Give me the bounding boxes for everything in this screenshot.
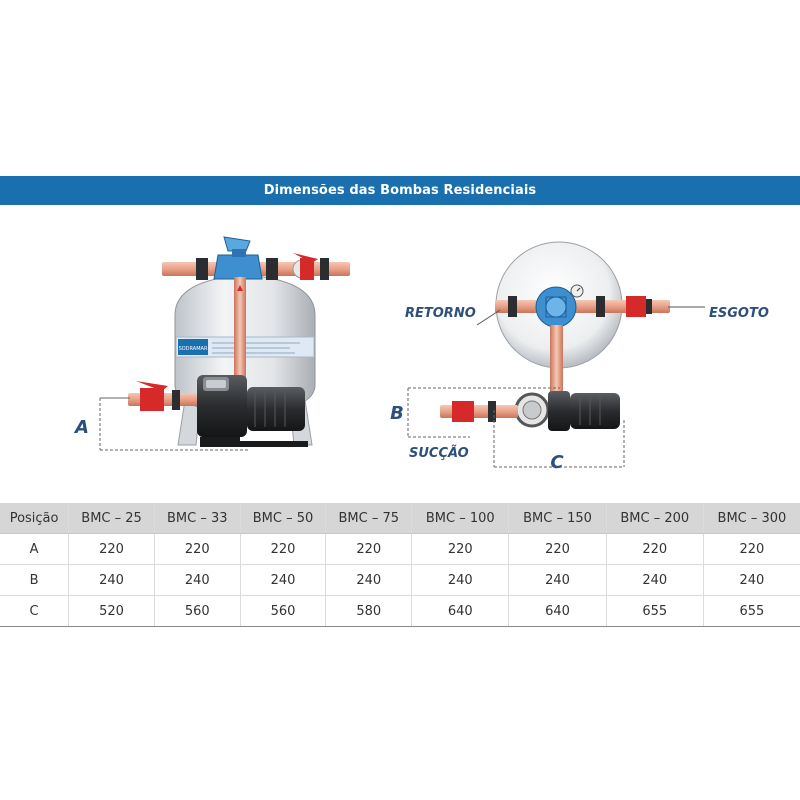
table-cell: 240 <box>606 565 703 596</box>
table-cell: B <box>0 565 69 596</box>
table-cell: 220 <box>326 534 412 565</box>
column-header: BMC – 33 <box>154 503 240 534</box>
table-cell: 655 <box>703 596 800 627</box>
column-header: BMC – 200 <box>606 503 703 534</box>
table-header-row <box>0 503 800 534</box>
column-header: BMC – 300 <box>703 503 800 534</box>
column-header: BMC – 75 <box>326 503 412 534</box>
retorno-label: RETORNO <box>405 306 476 321</box>
table-cell: 220 <box>509 534 606 565</box>
dimensions-table <box>0 503 800 627</box>
table-cell: 220 <box>154 534 240 565</box>
table-cell: 240 <box>703 565 800 596</box>
filter-side-view <box>73 237 350 450</box>
table-cell: 220 <box>240 534 326 565</box>
filter-top-view <box>390 242 769 473</box>
table-cell: A <box>0 534 69 565</box>
pump-dimension-diagram <box>0 205 800 500</box>
dimension-a-label: A <box>75 417 89 438</box>
title-banner <box>0 176 800 205</box>
table-cell: C <box>0 596 69 627</box>
table-cell: 580 <box>326 596 412 627</box>
column-header: Posição <box>0 503 69 534</box>
table-cell: 240 <box>326 565 412 596</box>
brand-label: SODRAMAR <box>178 346 208 352</box>
table-cell: 220 <box>412 534 509 565</box>
table-row <box>0 596 800 627</box>
succao-label: SUCÇÃO <box>409 446 469 461</box>
table-row <box>0 565 800 596</box>
column-header: BMC – 50 <box>240 503 326 534</box>
column-header: BMC – 100 <box>412 503 509 534</box>
table-cell: 240 <box>509 565 606 596</box>
pump-motor <box>247 387 305 431</box>
pump-motor-top <box>570 393 620 429</box>
table-cell: 560 <box>240 596 326 627</box>
table-cell: 220 <box>606 534 703 565</box>
dimension-b-label: B <box>390 403 404 424</box>
column-header: BMC – 150 <box>509 503 606 534</box>
table-cell: 655 <box>606 596 703 627</box>
table-cell: 240 <box>412 565 509 596</box>
table-cell: 240 <box>69 565 155 596</box>
column-header: BMC – 25 <box>69 503 155 534</box>
page-title: Dimensões das Bombas Residenciais <box>263 183 537 198</box>
table-cell: 520 <box>69 596 155 627</box>
multiport-valve <box>214 255 262 279</box>
suction-pipe-top <box>440 405 518 418</box>
table-cell: 220 <box>69 534 155 565</box>
table-cell: 240 <box>154 565 240 596</box>
esgoto-label: ESGOTO <box>709 306 769 321</box>
table-cell: 640 <box>412 596 509 627</box>
table-cell: 640 <box>509 596 606 627</box>
table-cell: 220 <box>703 534 800 565</box>
dimension-c-label: C <box>550 452 564 473</box>
table-row <box>0 534 800 565</box>
table-cell: 240 <box>240 565 326 596</box>
table-cell: 560 <box>154 596 240 627</box>
